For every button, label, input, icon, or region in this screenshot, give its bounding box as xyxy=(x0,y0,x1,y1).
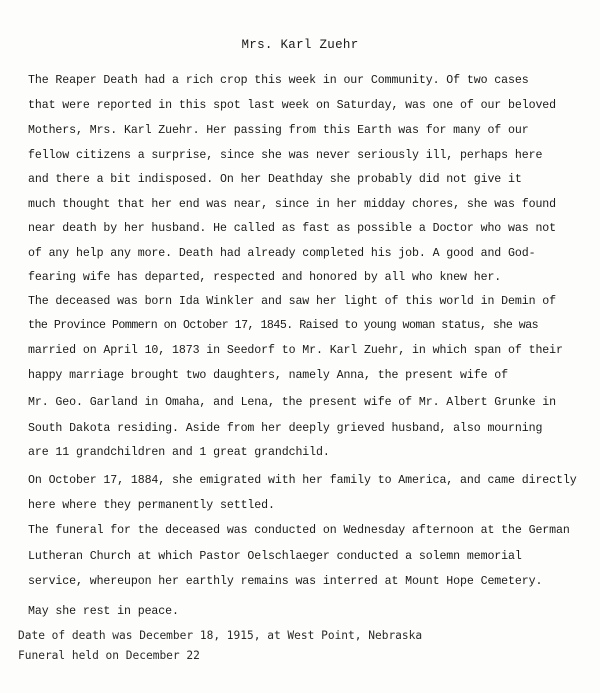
text-line: fellow citizens a surprise, since she was never seriously ill, perhaps here xyxy=(28,149,543,162)
text-line: The funeral for the deceased was conducted on Wednesday afternoon at the German xyxy=(28,524,570,537)
footer-line: Date of death was December 18, 1915, at West Point, Nebraska xyxy=(18,629,423,642)
text-line: On October 17, 1884, she emigrated with her family to America, and came directly xyxy=(28,474,577,487)
text-line: the Province Pommern on October 17, 1845. Raised to young woman status, she was xyxy=(28,319,539,332)
text-line: here where they permanently settled. xyxy=(28,499,275,512)
text-line: happy marriage brought two daughters, namely Anna, the present wife of xyxy=(28,369,509,382)
text-line: much thought that her end was near, since in her midday chores, she was found xyxy=(28,198,557,211)
text-line: near death by her husband. He called as fast as possible a Doctor who was not xyxy=(28,222,557,235)
text-line: of any help any more. Death had already completed his job. A good and God- xyxy=(28,247,536,260)
text-line: and there a bit indisposed. On her Deathday she probably did not give it xyxy=(28,173,522,186)
text-line: The deceased was born Ida Winkler and saw her light of this world in Demin of xyxy=(28,295,557,308)
text-line: service, whereupon her earthly remains was interred at Mount Hope Cemetery. xyxy=(28,575,543,588)
text-line: Mothers, Mrs. Karl Zuehr. Her passing from this Earth was for many of our xyxy=(28,124,529,137)
footer-line: Funeral held on December 22 xyxy=(18,649,200,662)
document-title: Mrs. Karl Zuehr xyxy=(241,38,359,52)
text-line: married on April 10, 1873 in Seedorf to Mr. Karl Zuehr, in which span of their xyxy=(28,344,563,357)
text-line: Lutheran Church at which Pastor Oelschlaeger conducted a solemn memorial xyxy=(28,550,522,563)
text-line: are 11 grandchildren and 1 great grandchild. xyxy=(28,446,330,459)
text-line: fearing wife has departed, respected and honored by all who knew her. xyxy=(28,271,502,284)
text-line: Mr. Geo. Garland in Omaha, and Lena, the present wife of Mr. Albert Grunke in xyxy=(28,396,557,409)
text-line: that were reported in this spot last week on Saturday, was one of our beloved xyxy=(28,99,557,112)
text-line: South Dakota residing. Aside from her deeply grieved husband, also mourning xyxy=(28,422,543,435)
closing-line: May she rest in peace. xyxy=(28,605,179,618)
text-line: The Reaper Death had a rich crop this week in our Community. Of two cases xyxy=(28,74,529,87)
